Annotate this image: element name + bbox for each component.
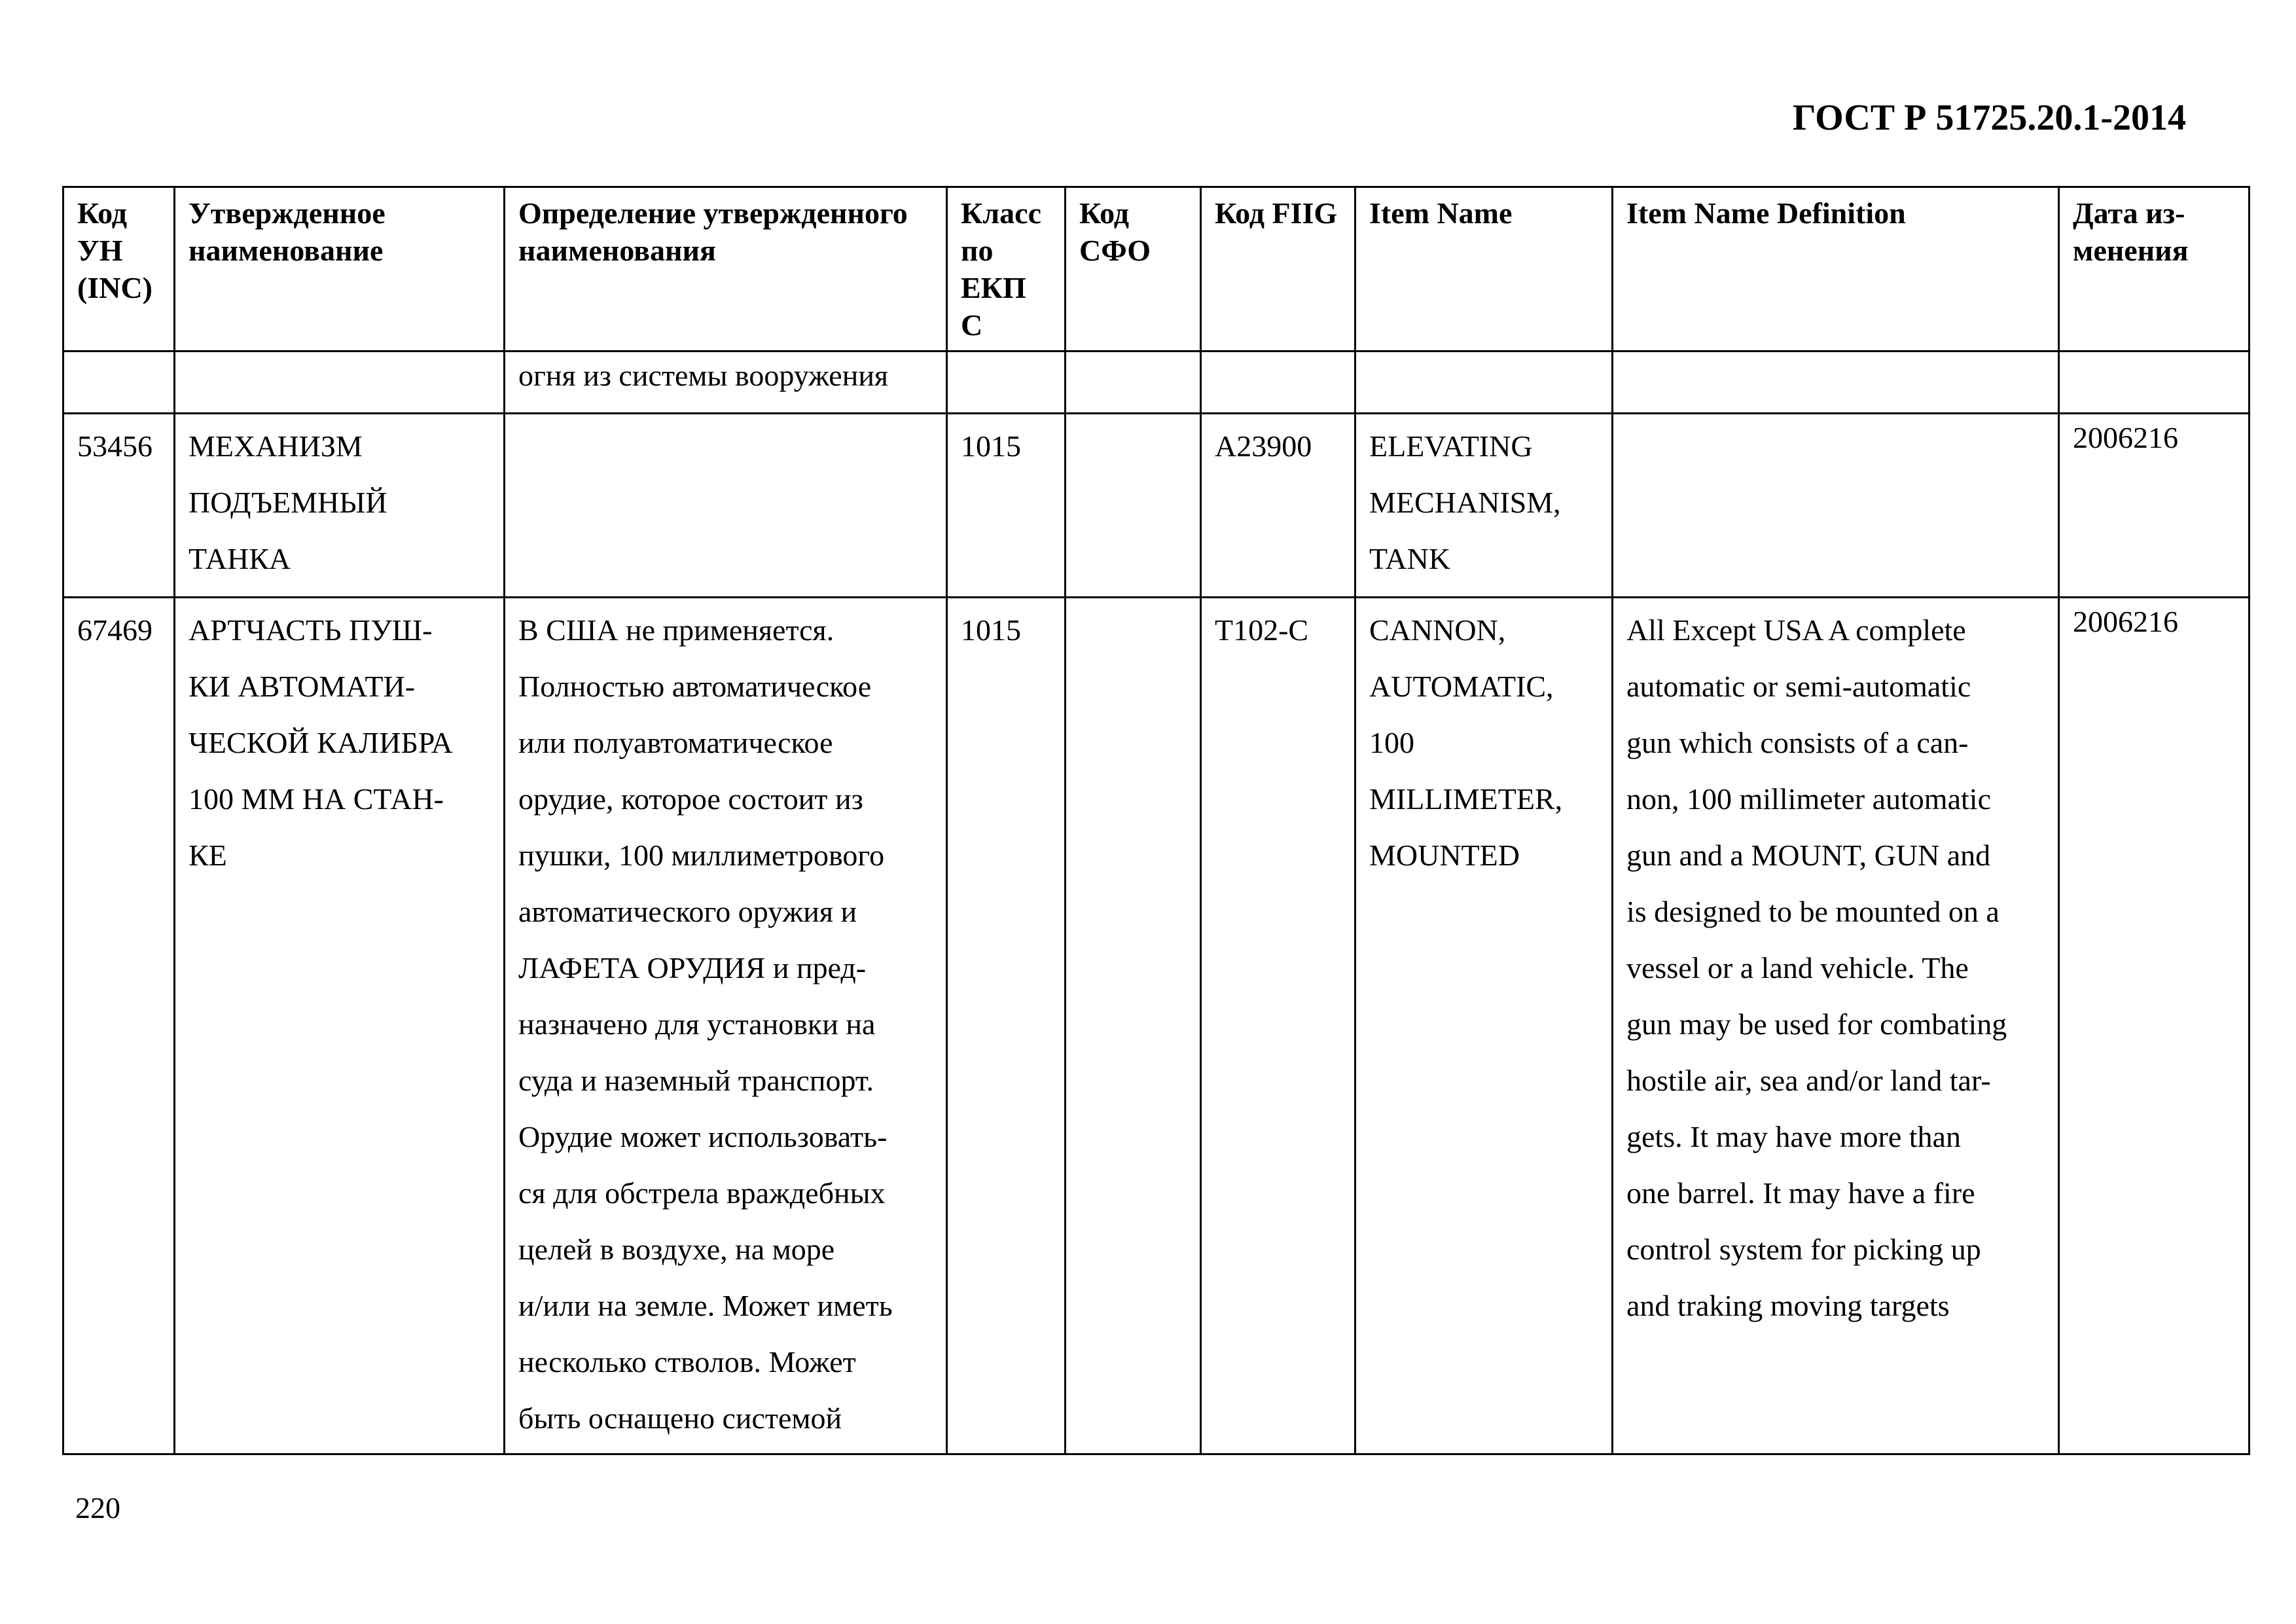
cell-date: 2006216 [2059,414,2250,598]
table-row-continuation [63,352,2250,414]
table-row [63,598,2250,1454]
cell-class [947,352,1066,414]
cell-fiig [1201,352,1355,414]
cell-item-definition [1613,352,2059,414]
cell-inc: 53456 [63,414,175,598]
cell-definition [505,414,947,598]
document-code: ГОСТ Р 51725.20.1-2014 [1792,98,2186,138]
cell-fiig: T102-C [1201,598,1355,1454]
cell-definition: В США не применяется. Полностью автоматическое или полуавтоматическое орудие, которое состоит из пушки, 100 миллиметрового автоматического оружия и ЛАФЕТА ОРУДИЯ и пред- назначено для установки на суда и наземный транспорт. Орудие может использовать- ся для обстрела враждебных целей в воздухе, на море и/или на земле. Может иметь несколько стволов. Может быть оснащено системой [505,598,947,1454]
cell-date: 2006216 [2059,598,2250,1454]
cell-name [175,352,505,414]
table-header-row [63,187,2250,352]
cell-name: АРТЧАСТЬ ПУШ- КИ АВТОМАТИ- ЧЕСКОЙ КАЛИБРА 100 ММ НА СТАН- КЕ [175,598,505,1454]
cell-item-name [1355,352,1613,414]
column-header-class: Класс по ЕКП С [947,187,1066,352]
cell-date [2059,352,2250,414]
cell-name: МЕХАНИЗМ ПОДЪЕМНЫЙ ТАНКА [175,414,505,598]
column-header-inc: Код УН (INC) [63,187,175,352]
column-header-change-date: Дата из- менения [2059,187,2250,352]
cell-sfo [1066,414,1201,598]
column-header-approved-name: Утвержденное наименование [175,187,505,352]
cell-item-name: ELEVATING MECHANISM, TANK [1355,414,1613,598]
page-number: 220 [75,1491,120,1525]
column-header-item-name: Item Name [1355,187,1613,352]
cell-item-name: CANNON, AUTOMATIC, 100 MILLIMETER, MOUNTED [1355,598,1613,1454]
column-header-fiig: Код FIIG [1201,187,1355,352]
cell-inc [63,352,175,414]
column-header-item-name-definition: Item Name Definition [1613,187,2059,352]
cell-item-definition: All Except USA A complete automatic or semi-automatic gun which consists of a can- non, 100 millimeter automatic gun and a MOUNT, GUN and is designed to be mounted on a vessel or a land vehicle. The gun may be used for combating hostile air, sea and/or land tar- gets. It may have more than one barrel. It may have a fire control system for picking up and traking moving targets [1613,598,2059,1454]
cell-definition: огня из системы вооружения [505,352,947,414]
cell-item-definition [1613,414,2059,598]
column-header-sfo: Код СФО [1066,187,1201,352]
cell-inc: 67469 [63,598,175,1454]
cell-sfo [1066,598,1201,1454]
table-row [63,414,2250,598]
item-name-table [62,186,2250,1455]
cell-class: 1015 [947,598,1066,1454]
cell-class: 1015 [947,414,1066,598]
cell-fiig: A23900 [1201,414,1355,598]
cell-sfo [1066,352,1201,414]
column-header-name-definition: Определение утвержденного наименования [505,187,947,352]
